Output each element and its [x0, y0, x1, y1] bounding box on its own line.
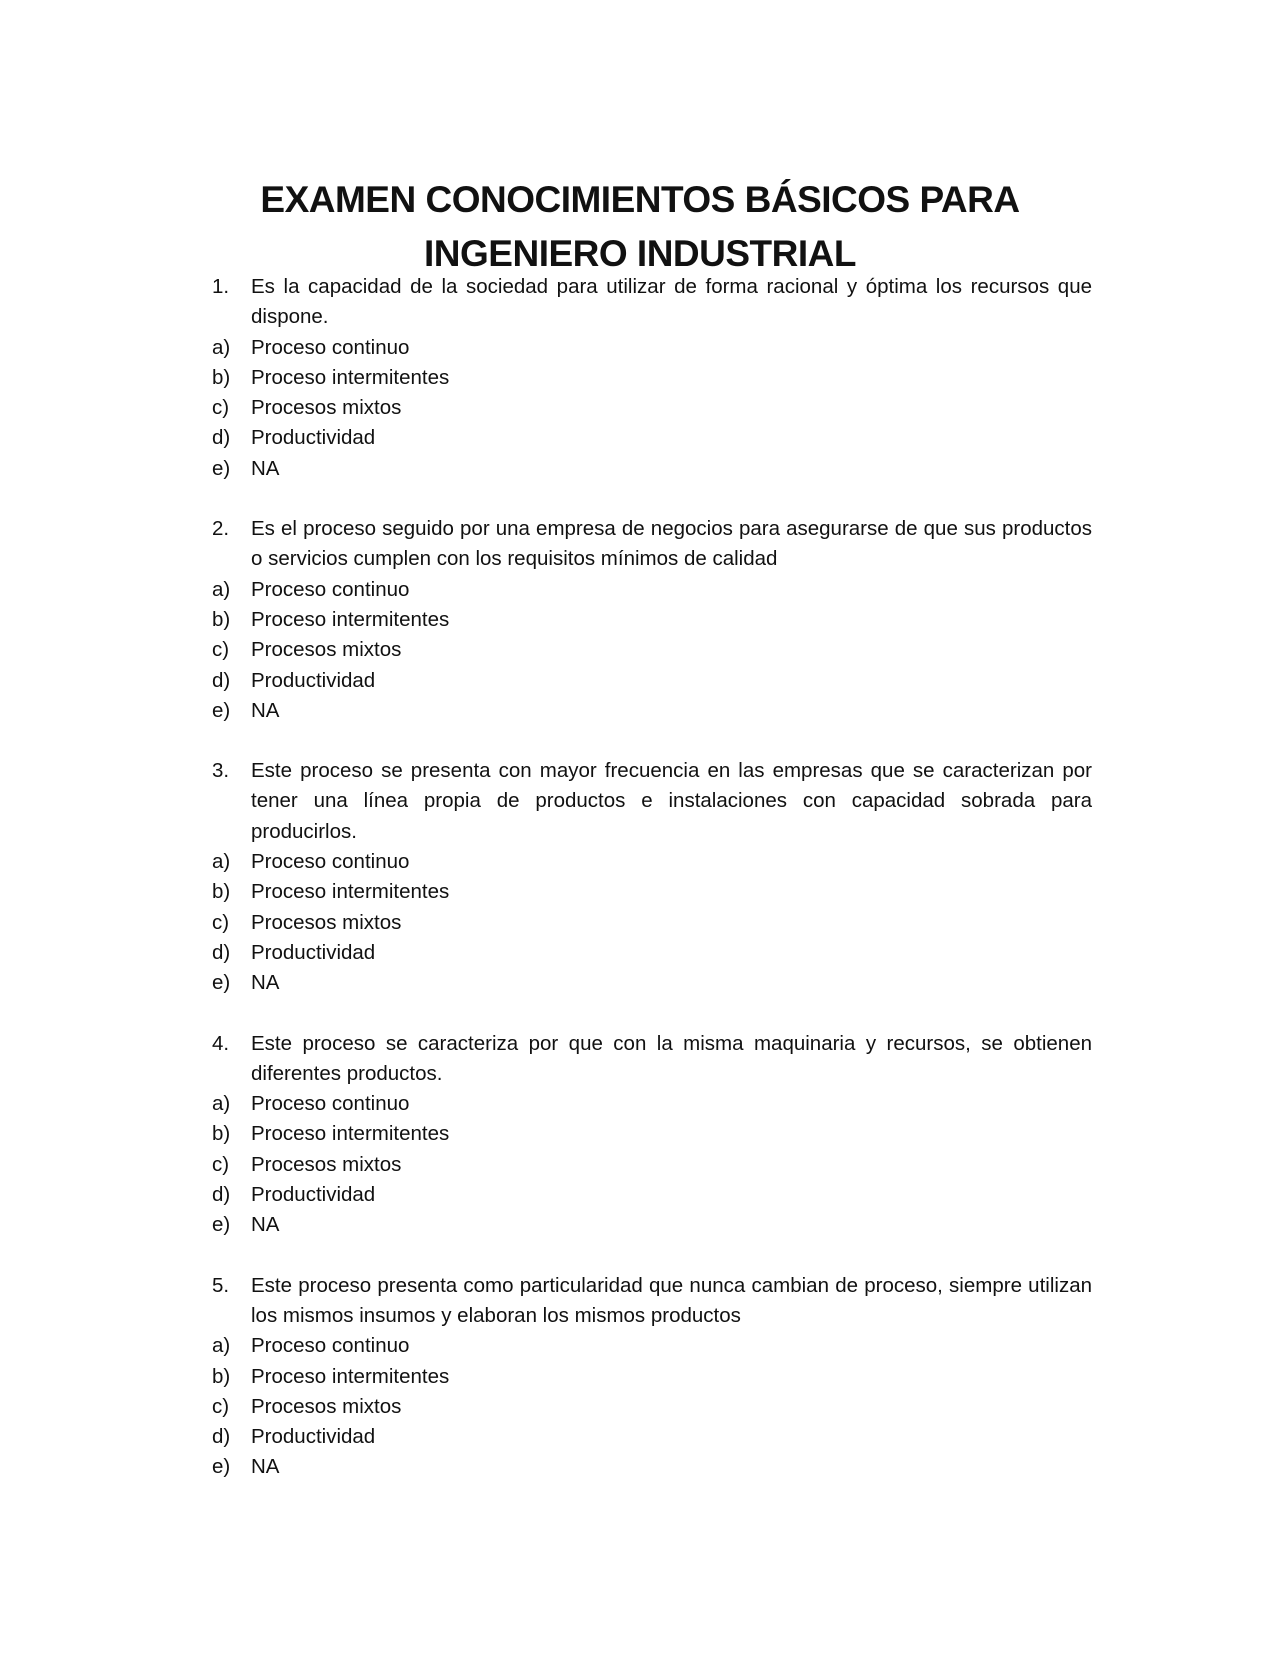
option-text: NA: [251, 1455, 280, 1479]
answer-option: [212, 1180, 1092, 1210]
option-letter: b): [212, 1122, 231, 1146]
answer-option: [212, 575, 1092, 605]
option-letter: a): [212, 335, 231, 359]
question-text: Este proceso presenta como particularidad que nunca cambian de proceso, siempre utilizan los mismos insumos y elaboran los mismos productos: [251, 1273, 1092, 1327]
option-text: Productividad: [251, 1183, 376, 1207]
option-letter: e): [212, 1213, 231, 1237]
option-text: NA: [251, 971, 280, 995]
option-text: Productividad: [251, 668, 376, 692]
option-letter: c): [212, 638, 230, 662]
option-letter: d): [212, 668, 231, 692]
answer-option: [212, 423, 1092, 453]
option-letter: e): [212, 971, 231, 995]
option-text: Proceso intermitentes: [251, 1364, 450, 1388]
question-5: [212, 1271, 1092, 1483]
answer-option: [212, 696, 1092, 726]
option-letter: d): [212, 940, 231, 964]
answer-option: [212, 908, 1092, 938]
answer-option: [212, 847, 1092, 877]
question-text: Este proceso se presenta con mayor frecuencia en las empresas que se caracterizan por tener una línea propia de productos e instalaciones con capacidad sobrada para producirlos.: [251, 759, 1092, 843]
question-text: Este proceso se caracteriza por que con la misma maquinaria y recursos, se obtienen diferentes productos.: [251, 1031, 1092, 1085]
option-text: Proceso intermitentes: [251, 880, 450, 904]
exam-title-line-1: EXAMEN CONOCIMIENTOS BÁSICOS PARA: [260, 178, 1020, 220]
option-letter: c): [212, 1394, 230, 1418]
answer-option: [212, 333, 1092, 363]
question-number: 3.: [212, 759, 230, 783]
question-list: [212, 272, 1092, 1513]
answer-option: [212, 635, 1092, 665]
answer-option: [212, 1089, 1092, 1119]
option-letter: a): [212, 577, 231, 601]
option-letter: b): [212, 880, 231, 904]
answer-option: [212, 938, 1092, 968]
question-2: [212, 514, 1092, 726]
option-text: Proceso continuo: [251, 1334, 410, 1358]
question-stem: [212, 1029, 1092, 1090]
option-letter: d): [212, 1425, 231, 1449]
question-text: Es el proceso seguido por una empresa de negocios para asegurarse de que sus productos o servicios cumplen con los requisitos mínimos de calidad: [251, 517, 1092, 571]
question-stem: [212, 272, 1092, 333]
option-letter: e): [212, 1455, 231, 1479]
option-text: Productividad: [251, 1425, 376, 1449]
option-letter: e): [212, 698, 231, 722]
answer-option: [212, 393, 1092, 423]
answer-option: [212, 454, 1092, 484]
option-letter: a): [212, 1092, 231, 1116]
option-text: Procesos mixtos: [251, 1394, 402, 1418]
option-letter: a): [212, 850, 231, 874]
option-letter: b): [212, 607, 231, 631]
option-text: Productividad: [251, 426, 376, 450]
question-4: [212, 1029, 1092, 1241]
answer-option: [212, 877, 1092, 907]
question-stem: [212, 1271, 1092, 1332]
question-1: [212, 272, 1092, 484]
option-letter: b): [212, 365, 231, 389]
option-text: Procesos mixtos: [251, 910, 402, 934]
question-number: 5.: [212, 1273, 230, 1297]
answer-option: [212, 1452, 1092, 1482]
option-text: NA: [251, 1213, 280, 1237]
answer-option: [212, 1362, 1092, 1392]
option-text: Proceso intermitentes: [251, 365, 450, 389]
option-text: Proceso continuo: [251, 850, 410, 874]
answer-option: [212, 363, 1092, 393]
question-stem: [212, 514, 1092, 575]
option-text: Proceso continuo: [251, 1092, 410, 1116]
answer-option: [212, 1119, 1092, 1149]
option-letter: d): [212, 1183, 231, 1207]
option-text: Procesos mixtos: [251, 396, 402, 420]
option-text: Proceso continuo: [251, 577, 410, 601]
answer-option: [212, 1150, 1092, 1180]
option-text: Proceso continuo: [251, 335, 410, 359]
exam-title: [0, 173, 1280, 281]
answer-option: [212, 1210, 1092, 1240]
option-letter: c): [212, 396, 230, 420]
question-number: 4.: [212, 1031, 230, 1055]
option-letter: c): [212, 1152, 230, 1176]
question-text: Es la capacidad de la sociedad para utilizar de forma racional y óptima los recursos que dispone.: [251, 275, 1092, 329]
option-text: NA: [251, 698, 280, 722]
option-text: Productividad: [251, 940, 376, 964]
answer-option: [212, 1392, 1092, 1422]
option-letter: e): [212, 456, 231, 480]
question-3: [212, 756, 1092, 998]
answer-option: [212, 666, 1092, 696]
question-number: 1.: [212, 275, 230, 298]
option-text: Proceso intermitentes: [251, 1122, 450, 1146]
option-text: Proceso intermitentes: [251, 607, 450, 631]
answer-option: [212, 968, 1092, 998]
answer-option: [212, 605, 1092, 635]
question-stem: [212, 756, 1092, 847]
option-text: Procesos mixtos: [251, 1152, 402, 1176]
option-text: NA: [251, 456, 280, 480]
option-letter: a): [212, 1334, 231, 1358]
answer-option: [212, 1422, 1092, 1452]
option-letter: b): [212, 1364, 231, 1388]
option-letter: d): [212, 426, 231, 450]
option-text: Procesos mixtos: [251, 638, 402, 662]
answer-option: [212, 1331, 1092, 1361]
option-letter: c): [212, 910, 230, 934]
exam-title-line-2: INGENIERO INDUSTRIAL: [424, 232, 856, 274]
question-number: 2.: [212, 517, 230, 541]
